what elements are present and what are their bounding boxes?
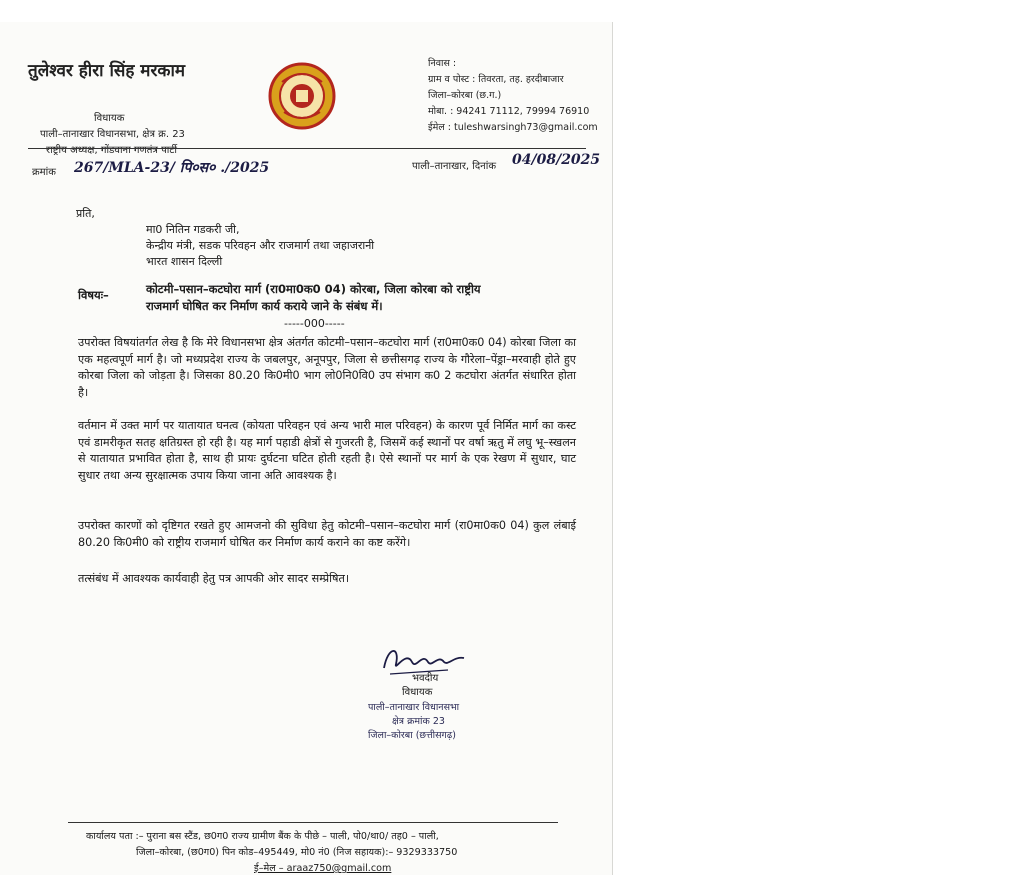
letterhead-constituency: पाली–तानाखार विधानसभा, क्षेत्र क्र. 23 [40, 129, 185, 140]
email-address: ईमेल : tuleshwarsingh73@gmail.com [428, 122, 598, 133]
paragraph-4: तत्संबंध में आवश्यक कार्यवाही हेतु पत्र आपकी ओर सादर सम्प्रेषित। [78, 572, 350, 585]
closing-designation: विधायक [402, 687, 433, 698]
paragraph-1: उपरोक्त विषयांतर्गत लेख है कि मेरे विधानसभा क्षेत्र अंतर्गत कोटमी–पसान–कटघोरा मार्ग (रा0मा0क0 04) कोरबा जिला का एक महत्वपूर्ण मार्ग है। जो मध्यप्रदेश राज्य के जबलपुर, अनूपपुर, जिला से छत्तीसगढ़ राज्य के गौरेला–पेंड्रा–मरवाही होते हुए कोरबा जिला को जोड़ता है। जिसका 80.20 कि0मी0 भाग लो0नि0वि0 उप संभाग क0 2 कटघोरा अंतर्गत संधारित होता है। [78, 336, 576, 399]
residence-village: ग्राम व पोस्ट : तिवरता, तह. हरदीबाजार [428, 74, 564, 85]
party-seal-logo [268, 62, 336, 130]
letterhead-party: राष्ट्रीय अध्यक्ष, गोंडवाना गणतंत्र पार्टी [46, 145, 178, 156]
subject-label: विषयः– [78, 288, 109, 302]
stamp-line-3: जिला–कोरबा (छत्तीसगढ़) [368, 730, 456, 741]
footer-divider [68, 822, 558, 823]
footer-email: ई–मेल – araaz750@gmail.com [254, 863, 392, 874]
letterhead-divider [28, 148, 586, 149]
stamp-line-1: पाली–तानाखार विधानसभा [368, 702, 460, 713]
residence-label: निवास : [428, 58, 457, 69]
date-handwritten: 04/08/2025 [512, 152, 601, 168]
letterhead-designation: विधायक [94, 113, 125, 124]
paragraph-3: उपरोक्त कारणों को दृष्टिगत रखते हुए आमजनो की सुविधा हेतु कोटमी–पसान–कटघोरा मार्ग (रा0मा0क0 04) कुल लंबाई 80.20 कि0मी0 को राष्ट्रीय राजमार्ग घोषित कर निर्माण कार्य कराने का कष्ट करेंगे। [78, 519, 576, 549]
closing-yours: भवदीय [412, 673, 439, 684]
footer-address-line-2: जिला–कोरबा, (छ0ग0) पिन कोड–495449, मो0 नं0 (निज सहायक):– 9329333750 [136, 847, 458, 858]
residence-district: जिला–कोरबा (छ.ग.) [428, 90, 502, 101]
place-date-prefix: पाली–तानाखार, दिनांक [412, 161, 497, 172]
letterhead-name: तुलेश्वर हीरा सिंह मरकाम [28, 61, 186, 81]
stamp-line-2: क्षेत्र क्रमांक 23 [392, 716, 445, 727]
reference-number-prefix: क्रमांक [32, 167, 56, 178]
subject-line-1: कोटमी–पसान–कटघोरा मार्ग (रा0मा0क0 04) कोरबा, जिला कोरबा को राष्ट्रीय [146, 282, 481, 296]
address-to: प्रति, [76, 207, 95, 220]
footer-address-line-1: कार्यालय पता :– पुराना बस स्टैंड, छ0ग0 राज्य ग्रामीण बैंक के पीछे – पाली, पो0/था0/ तह0 – पाली, [86, 831, 439, 842]
letter-page [0, 22, 613, 875]
mobile-numbers: मोबा. : 94241 71112, 79994 76910 [428, 106, 590, 117]
recipient-ministry: केन्द्रीय मंत्री, सडक परिवहन और राजमार्ग तथा जहाजरानी [146, 239, 375, 252]
paragraph-2: वर्तमान में उक्त मार्ग पर यातायात घनत्व (कोयता परिवहन एवं अन्य भारी माल परिवहन) के कारण पूर्व निर्मित मार्ग का कस्ट एवं डामरीकृत सतह क्षतिग्रस्त हो रही है। यह मार्ग पहाडी क्षेत्रों से गुजरती है, जिसमें कई स्थानों पर वर्षा ऋतु में लघु भू–स्खलन से यातायात प्रभावित होता है, साथ ही प्रायः दुर्घटना घटित होती रहती है। ऐसे स्थानों पर मार्ग के एक रेखण में सुधार, घाट सुधार तथा अन्य सुरक्षात्मक उपाय किया जाना अति आवश्यक है। [78, 419, 576, 482]
subject-separator: -----000----- [284, 317, 345, 330]
recipient-name: मा0 नितिन गडकरी जी, [146, 223, 240, 236]
subject-line-2: राजमार्ग घोषित कर निर्माण कार्य कराये जाने के संबंध में। [146, 299, 383, 313]
recipient-location: भारत शासन दिल्ली [146, 255, 223, 268]
reference-number-handwritten: 267/MLA-23/ पि०स० ./2025 [74, 160, 270, 176]
